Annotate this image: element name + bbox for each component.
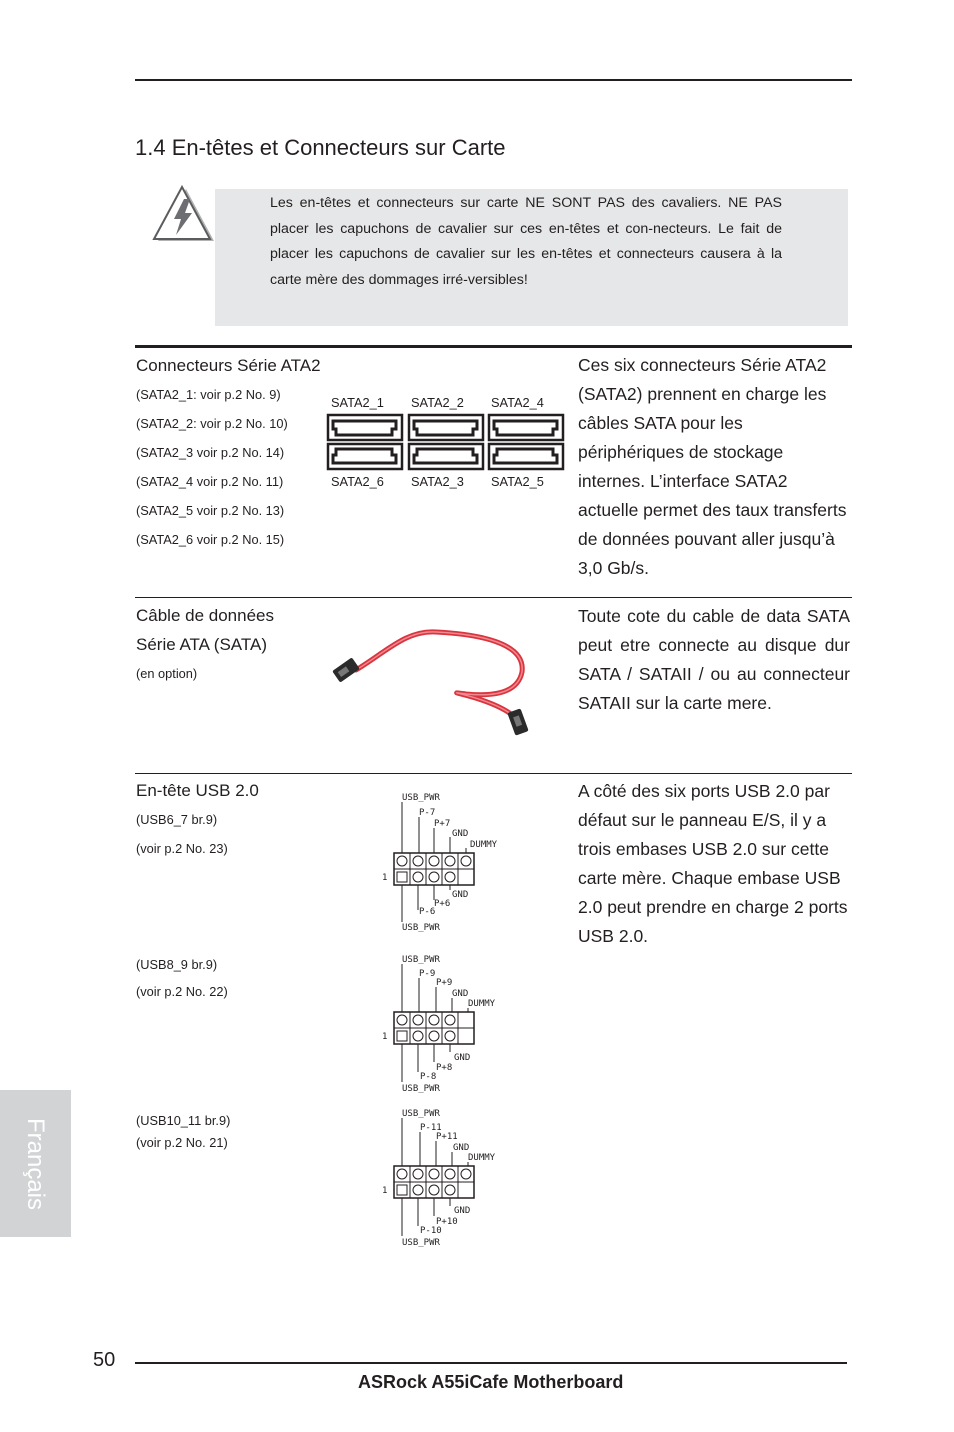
pin-label: USB_PWR [402,1084,440,1094]
sata-connector-bottom-2 [409,444,483,469]
sata-connector-bottom-3 [489,444,563,469]
usb-header-3-ref2: (voir p.2 No. 21) [136,1135,228,1150]
page-number: 50 [93,1349,116,1371]
sata-label-top-3: SATA2_4 [491,395,544,410]
warning-text: Les en-têtes et connecteurs sur carte NE SONT PAS des cavaliers. NE PAS placer les capuchons de cavalier sur ces en-têtes et con-necteurs. Le fait de placer les capuchons de cavalier sur les en-têtes et connecteurs causera à la carte mère des dommages irré-versibles! [270,195,782,288]
usb-header-diagram-2 [378,952,518,1094]
pin1-label: 1 [382,873,388,883]
sata-ref-2: (SATA2_2: voir p.2 No. 10) [136,416,288,431]
cable-note: (en option) [136,666,198,681]
pin-label: USB_PWR [402,955,440,965]
pin-label: DUMMY [468,1153,496,1163]
usb-header-3-ref: (USB10_11 br.9) [136,1113,231,1128]
language-side-tab [0,1090,71,1237]
sata-connectors-diagram [326,413,566,471]
sata-description: Ces six connecteurs Série ATA2 (SATA2) prennent en charge les câbles SATA pour les périphériques de stockage internes. L’interface SATA2 actuelle permet des taux transferts de données pouvant aller jusqu’à 3,0 Gb/s. [578,355,847,578]
pin-label: GND [452,829,469,839]
header-rule [135,79,852,81]
pin-label: USB_PWR [402,793,440,803]
pin-label: P-11 [420,1123,442,1133]
sata-connector-top-1 [328,415,402,440]
section-divider [135,345,852,348]
pin-label: GND [452,989,469,999]
pin-label: GND [453,1143,470,1153]
pin-label: P+9 [436,978,453,988]
usb-header-2-ref2: (voir p.2 No. 22) [136,984,228,999]
pin-label: P-9 [419,969,436,979]
sata-connector-top-3 [489,415,563,440]
pin1-label: 1 [382,1186,388,1196]
cable-title-line1: Câble de données [136,606,275,625]
sata-title: Connecteurs Série ATA2 [136,356,321,375]
pin-label: GND [452,890,469,900]
sata-ref-3: (SATA2_3 voir p.2 No. 14) [136,445,285,460]
sata-connector-bottom-1 [328,444,402,469]
footer-rule [135,1362,847,1364]
usb-header-1-ref: (USB6_7 br.9) [136,812,218,827]
pin-label: P-7 [419,808,436,818]
footer-text: ASRock A55iCafe Motherboard [358,1372,624,1392]
usb-title: En-tête USB 2.0 [136,781,259,800]
warning-triangle-lightning-icon [150,185,218,247]
cable-description: Toute cote du cable de data SATA peut etre connecte au disque dur SATA / SATAII / ou au connecteur SATAII sur la carte mere. [578,606,850,713]
usb-description: A côté des six ports USB 2.0 par défaut sur le panneau E/S, il y a trois embases USB 2.0 sur cette carte mère. Chaque embase USB 2.0 peut prendre en charge 2 ports USB 2.0. [578,781,848,946]
usb-header-diagram-3 [378,1106,518,1248]
pin-label: P+7 [434,819,451,829]
pin-label: P-10 [420,1226,442,1236]
sata-cable-image [326,622,536,742]
section-title: 1.4 En-têtes et Connecteurs sur Carte [135,135,506,160]
sata-ref-4: (SATA2_4 voir p.2 No. 11) [136,474,284,489]
pin-label: GND [454,1206,471,1216]
pin-label: USB_PWR [402,1238,440,1248]
pin-label: P+11 [436,1132,458,1142]
section-divider [135,773,852,774]
usb-header-1-ref2: (voir p.2 No. 23) [136,841,228,856]
pin-label: GND [454,1053,471,1063]
usb-header-2-ref: (USB8_9 br.9) [136,957,218,972]
language-label: Français [22,1117,49,1211]
pin1-label: 1 [382,1032,388,1042]
usb-header-diagram-1 [378,790,518,932]
sata-ref-1: (SATA2_1: voir p.2 No. 9) [136,387,281,402]
sata-label-bottom-2: SATA2_3 [411,474,464,489]
pin-label: P-8 [420,1072,437,1082]
sata-connector-top-2 [409,415,483,440]
sata-ref-5: (SATA2_5 voir p.2 No. 13) [136,503,285,518]
pin-label: USB_PWR [402,1109,440,1119]
sata-label-top-2: SATA2_2 [411,395,464,410]
sata-label-bottom-3: SATA2_5 [491,474,544,489]
sata-label-top-1: SATA2_1 [331,395,384,410]
pin-label: USB_PWR [402,923,440,932]
sata-ref-6: (SATA2_6 voir p.2 No. 15) [136,532,285,547]
pin-label: DUMMY [470,840,498,850]
pin-label: P+6 [434,899,451,909]
sata-label-bottom-1: SATA2_6 [331,474,384,489]
pin-label: DUMMY [468,999,496,1009]
pin-label: P+10 [436,1217,458,1227]
cable-title-line2: Série ATA (SATA) [136,635,267,654]
pin-label: P+8 [436,1063,453,1073]
section-divider [135,597,852,598]
pin-label: P-6 [419,907,436,917]
